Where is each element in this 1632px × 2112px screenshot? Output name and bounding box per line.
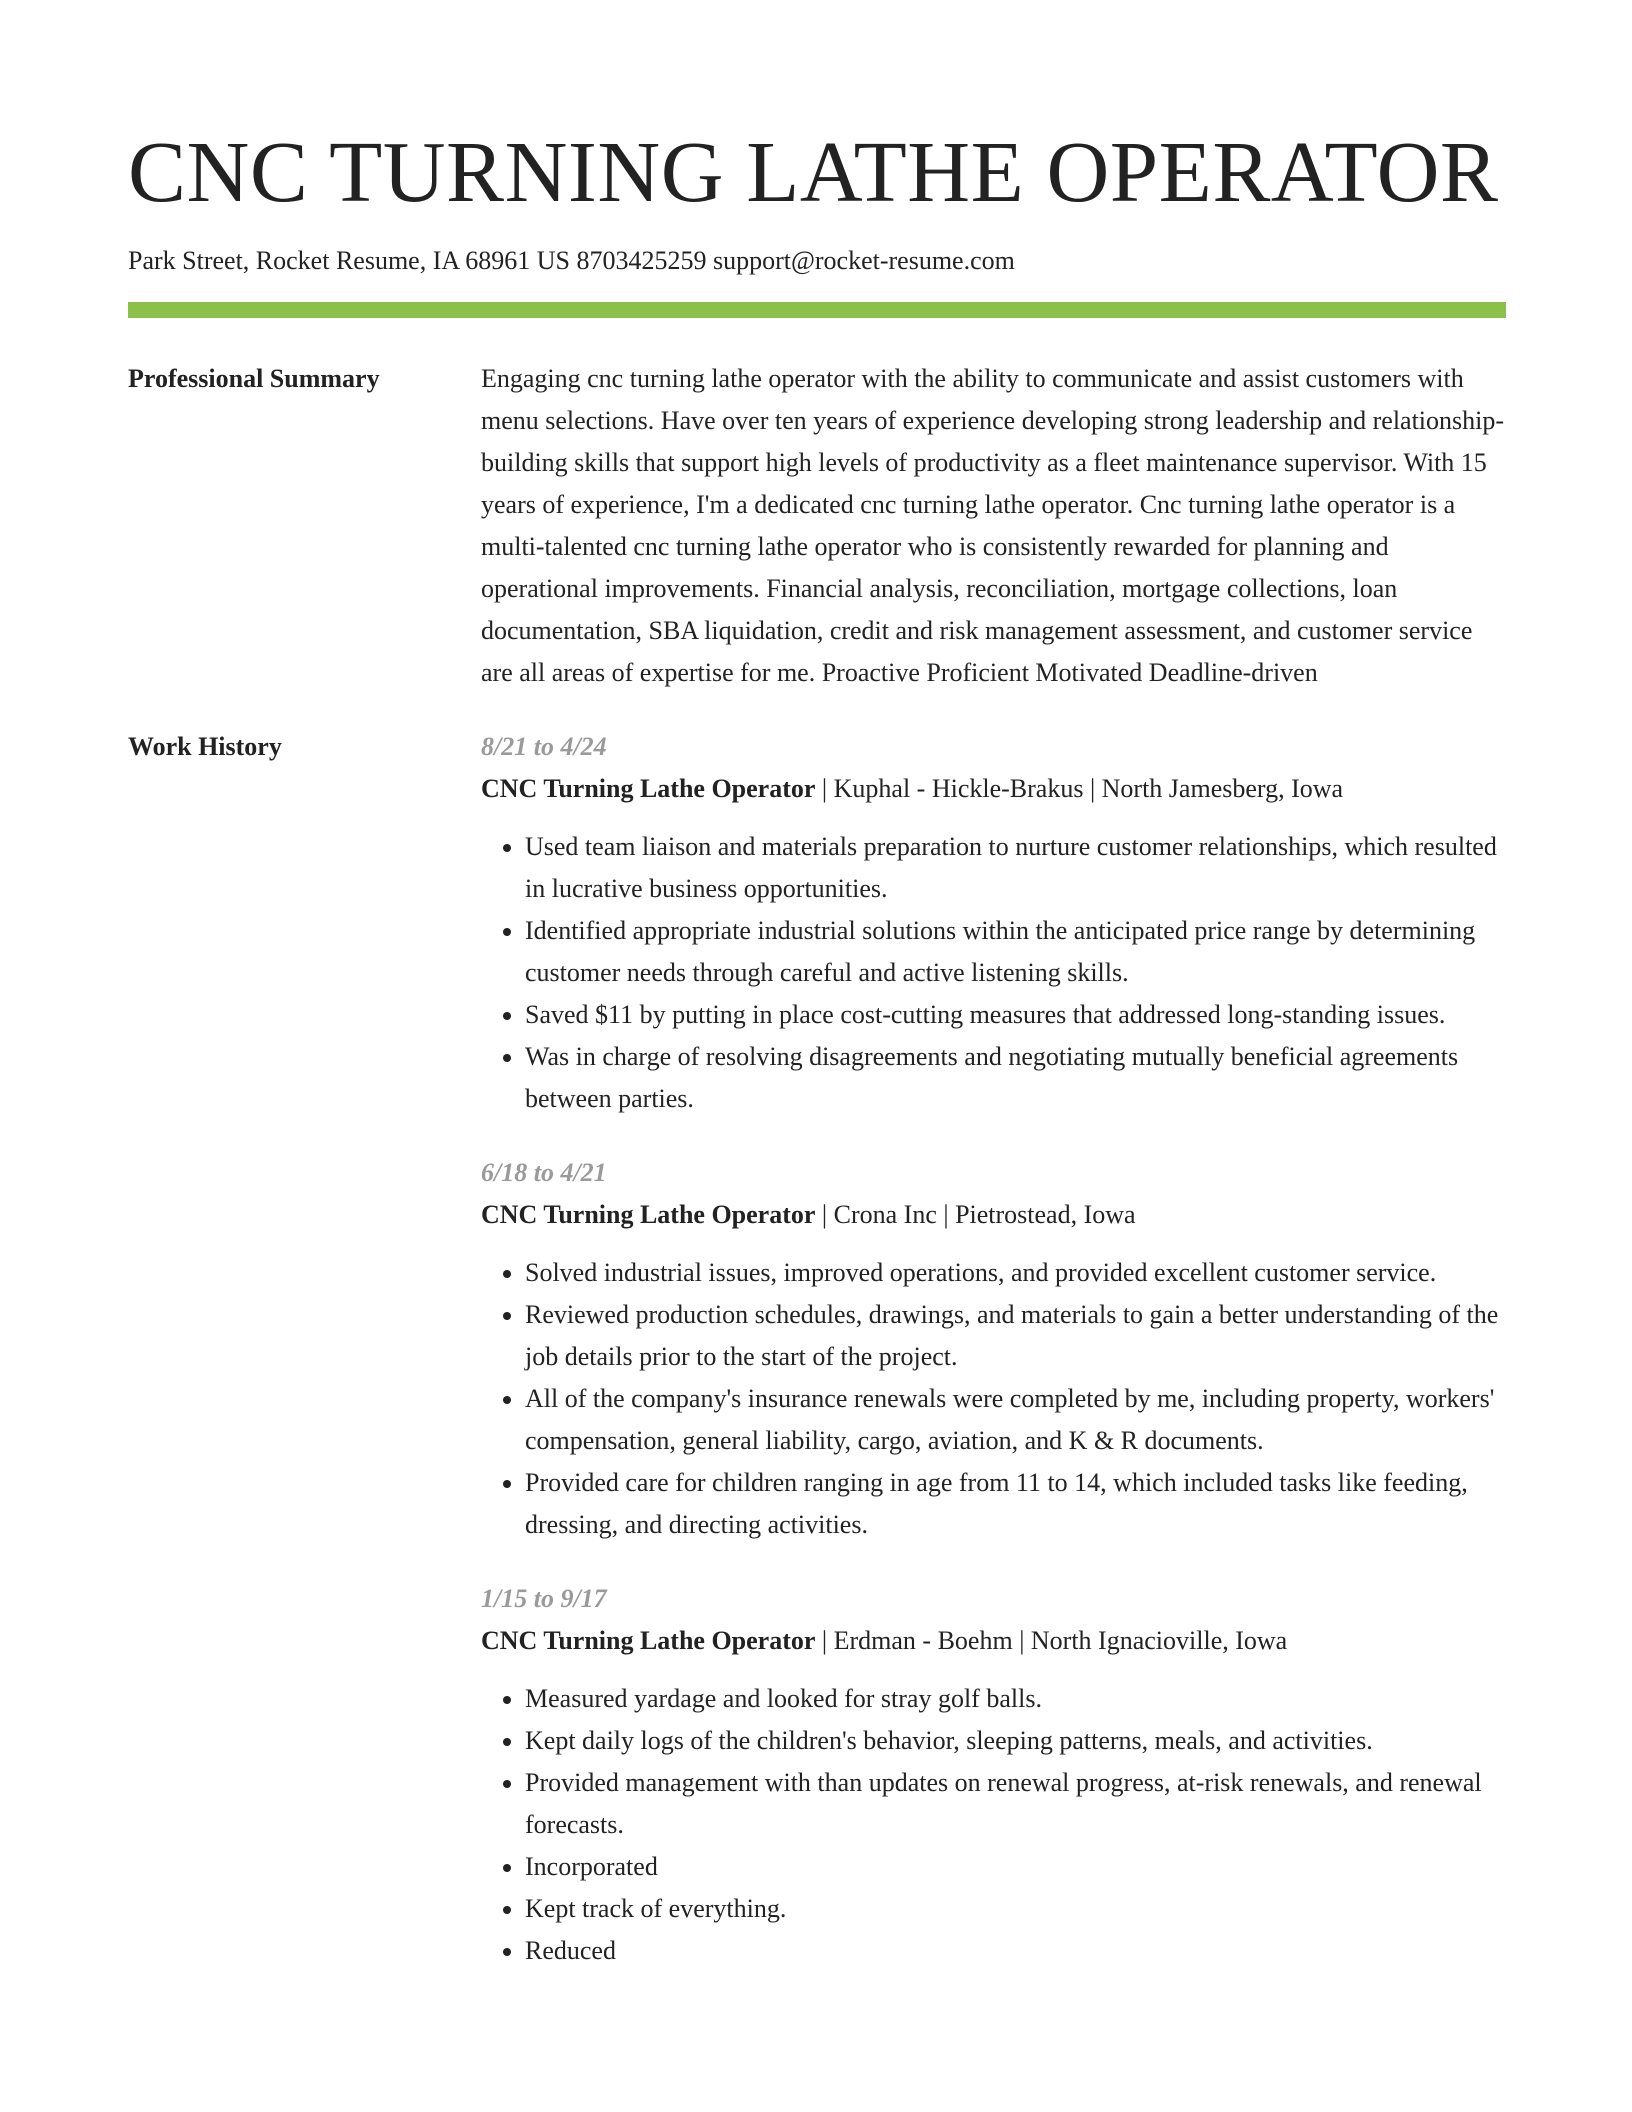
- accent-divider: [128, 302, 1506, 318]
- job-bullet-list: [481, 1252, 1506, 1546]
- list-item: • Was in charge of resolving disagreements and negotiating mutually beneficial agreements between parties.: [525, 1036, 1506, 1120]
- list-item: • Reduced: [525, 1930, 1506, 1972]
- list-item: • Measured yardage and looked for stray golf balls.: [525, 1678, 1506, 1720]
- job-entry: [481, 1152, 1506, 1546]
- job-dates: 1/15 to 9/17: [481, 1584, 607, 1613]
- job-entry: [481, 726, 1506, 1120]
- job-bullet-list: [481, 826, 1506, 1120]
- list-item: • Provided management with than updates on renewal progress, at-risk renewals, and renewal forecasts.: [525, 1762, 1506, 1846]
- job-title: CNC Turning Lathe Operator: [481, 774, 816, 803]
- job-title-line: [481, 768, 1506, 810]
- list-item: • Solved industrial issues, improved operations, and provided excellent customer service.: [525, 1252, 1506, 1294]
- job-bullet-list: [481, 1678, 1506, 1972]
- list-item: • Reviewed production schedules, drawings, and materials to gain a better understanding of the job details prior to the start of the project.: [525, 1294, 1506, 1378]
- list-item: • Kept daily logs of the children's behavior, sleeping patterns, meals, and activities.: [525, 1720, 1506, 1762]
- list-item: • Identified appropriate industrial solutions within the anticipated price range by determining customer needs through careful and active listening skills.: [525, 910, 1506, 994]
- job-title-line: [481, 1194, 1506, 1236]
- list-item: • Incorporated: [525, 1846, 1506, 1888]
- section-body: [481, 726, 1506, 2004]
- resume-name: CNC TURNING LATHE OPERATOR: [128, 123, 1499, 220]
- work-history-section: [128, 726, 1506, 2004]
- job-title-line: [481, 1620, 1506, 1662]
- job-title: CNC Turning Lathe Operator: [481, 1200, 816, 1229]
- list-item: • Provided care for children ranging in age from 11 to 14, which included tasks like feeding, dressing, and directing activities.: [525, 1462, 1506, 1546]
- section-label: Work History: [128, 732, 282, 761]
- list-item: • Saved $11 by putting in place cost-cutting measures that addressed long-standing issues.: [525, 994, 1506, 1036]
- job-title: CNC Turning Lathe Operator: [481, 1626, 816, 1655]
- job-dates: 8/21 to 4/24: [481, 732, 607, 761]
- contact-info: Park Street, Rocket Resume, IA 68961 US 8703425259 support@rocket-resume.com: [128, 246, 1015, 275]
- summary-text: Engaging cnc turning lathe operator with the ability to communicate and assist customers with menu selections. Have over ten years of experience developing strong leadership and relationship-building skills that support high levels of productivity as a fleet maintenance supervisor. With 15 years of experience, I'm a dedicated cnc turning lathe operator. Cnc turning lathe operator is a multi-talented cnc turning lathe operator who is consistently rewarded for planning and operational improvements. Financial analysis, reconciliation, mortgage collections, loan documentation, SBA liquidation, credit and risk management assessment, and customer service are all areas of expertise for me. Proactive Proficient Motivated Deadline-driven: [481, 364, 1505, 687]
- job-details: | Kuphal - Hickle-Brakus | North Jamesberg, Iowa: [815, 774, 1344, 803]
- job-details: | Erdman - Boehm | North Ignacioville, Iowa: [815, 1626, 1288, 1655]
- list-item: • Kept track of everything.: [525, 1888, 1506, 1930]
- job-entry: [481, 1578, 1506, 1972]
- section-body: [481, 358, 1506, 694]
- list-item: • All of the company's insurance renewals were completed by me, including property, workers' compensation, general liability, cargo, aviation, and K & R documents.: [525, 1378, 1506, 1462]
- list-item: • Used team liaison and materials preparation to nurture customer relationships, which resulted in lucrative business opportunities.: [525, 826, 1506, 910]
- resume-page: [128, 0, 1506, 2004]
- section-label: Professional Summary: [128, 364, 380, 393]
- professional-summary-section: [128, 358, 1506, 694]
- job-dates: 6/18 to 4/21: [481, 1158, 607, 1187]
- job-details: | Crona Inc | Pietrostead, Iowa: [815, 1200, 1136, 1229]
